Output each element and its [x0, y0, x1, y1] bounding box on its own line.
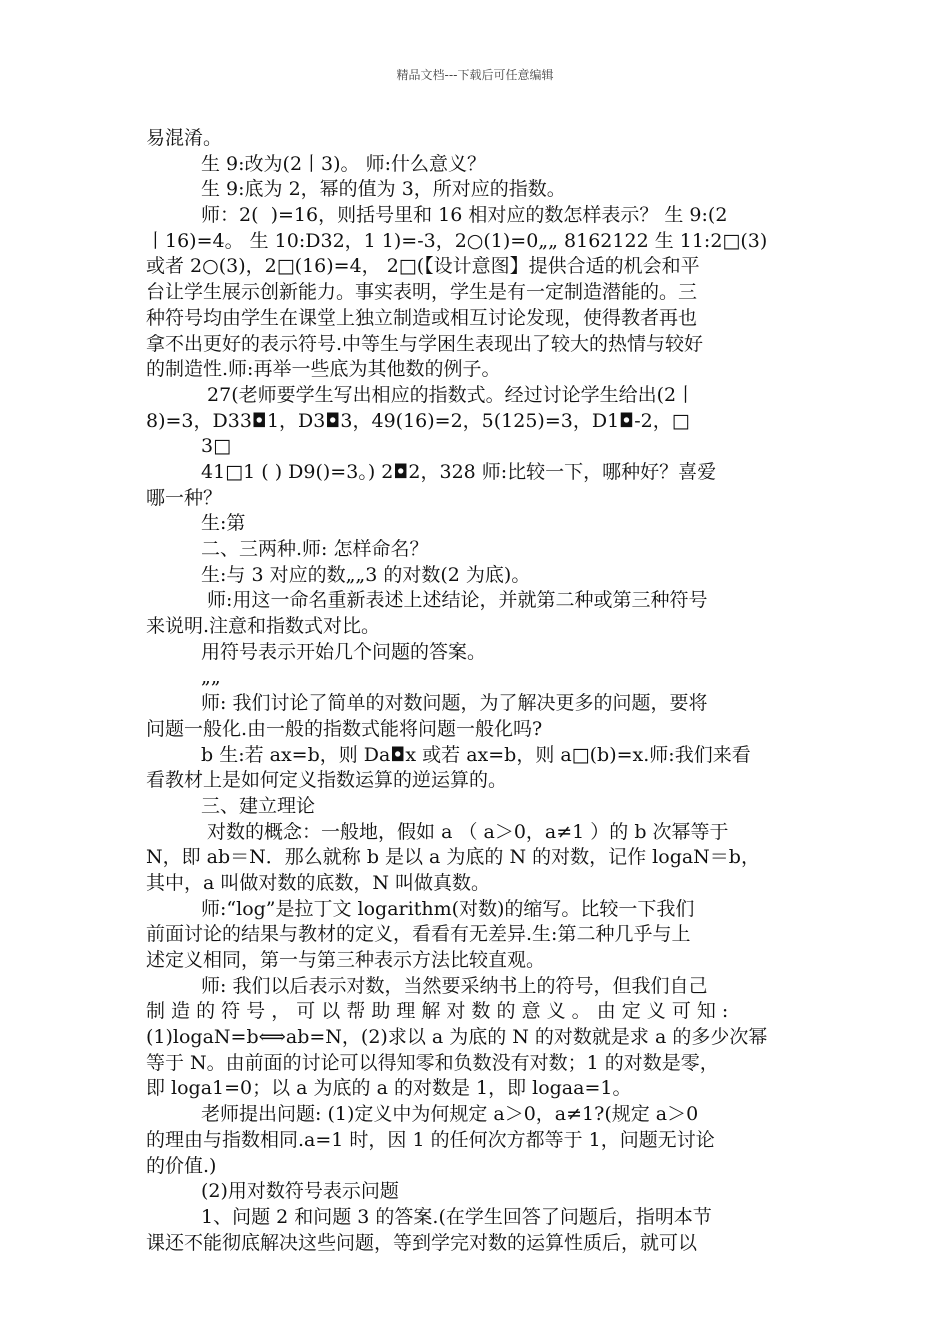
text-line: 27(老师要学生写出相应的指数式。经过讨论学生给出(2丨 [201, 383, 696, 406]
text-line: 课还不能彻底解决这些问题，等到学完对数的运算性质后，就可以 [146, 1231, 698, 1254]
text-line: 或者 2○(3)，2□(16)=4， 2□(【设计意图】提供合适的机会和平 [146, 255, 700, 278]
text-line: 师：2( )=16，则括号里和 16 相对应的数怎样表示？ 生 9:(2 [201, 204, 728, 227]
text-line: 41□1 ( ) D9()=3。) 2◘2，328 师:比较一下，哪种好？喜爱 [201, 460, 717, 483]
text-line: 二、三两种.师: 怎样命名？ [201, 538, 429, 560]
text-line: 述定义相同，第一与第三种表示方法比较直观。 [146, 949, 546, 971]
text-line: 师:用这一命名重新表述上述结论，并就第二种或第三种符号 [201, 589, 708, 612]
page-header: 精品文档---下载后可任意编辑 [396, 68, 554, 82]
text-line: 三、建立理论 [201, 794, 316, 817]
text-line: 老师提出问题: (1)定义中为何规定 a＞0，a≠1?(规定 a＞0 [201, 1103, 699, 1126]
text-line: 8)=3，D33◘1，D3◘3，49(16)=2，5(125)=3，D1◘-2，□ [146, 409, 690, 432]
document-body [146, 126, 810, 1256]
text-line: 哪一种？ [146, 486, 223, 509]
text-line: 师:“log”是拉丁文 logarithm(对数)的缩写。比较一下我们 [201, 897, 695, 920]
text-line: 等于 N。由前面的讨论可以得知零和负数没有对数；1 的对数是零， [146, 1051, 719, 1074]
text-line: 的制造性.师:再举一些底为其他数的例子。 [146, 358, 501, 381]
text-line: 即 loga1=0；以 a 为底的 a 的对数是 1，即 logaa=1。 [146, 1077, 632, 1100]
text-line: 的价值.) [146, 1154, 217, 1177]
text-line: 1、问题 2 和问题 3 的答案.(在学生回答了问题后，指明本节 [201, 1205, 712, 1228]
text-line: 3□ [201, 435, 232, 458]
text-line: 来说明.注意和指数式对比。 [146, 615, 381, 638]
text-line: 的理由与指数相同.a=1 时，因 1 的任何次方都等于 1，问题无讨论 [146, 1128, 715, 1151]
text-line: 用符号表示开始几个问题的答案。 [201, 640, 487, 663]
text-line: 种符号均由学生在课堂上独立制造或相互讨论发现，使得教者再也 [146, 306, 698, 329]
text-line: 生 9:底为 2，幂的值为 3，所对应的指数。 [201, 178, 566, 201]
text-line: N，即 ab＝N．那么就称 b 是以 a 为底的 N 的对数，记作 logaN＝b， [146, 846, 760, 869]
text-line: (2)用对数符号表示问题 [201, 1180, 399, 1203]
text-line: 制 造 的 符 号 ， 可 以 帮 助 理 解 对 数 的 意 义 。 由 定 义 可 知 : [146, 1000, 729, 1023]
text-line: (1)logaN=b⟺ab=N，(2)求以 a 为底的 N 的对数就是求 a 的多少次幂 [146, 1026, 768, 1049]
text-line: „„ [201, 666, 221, 689]
text-line: 易混淆。 [146, 127, 223, 149]
text-line: 对数的概念：一般地，假如 a （ a＞0，a≠1 ）的 b 次幂等于 [201, 820, 729, 843]
text-line: 师: 我们以后表示对数，当然要采纳书上的符号，但我们自己 [201, 974, 708, 997]
text-line: 师: 我们讨论了简单的对数问题，为了解决更多的问题，要将 [201, 692, 708, 715]
text-line: 台让学生展示创新能力。事实表明，学生是有一定制造潜能的。三 [146, 281, 698, 304]
text-line: 问题一般化.由一般的指数式能将问题一般化吗? [146, 717, 543, 740]
text-line: b 生:若 ax=b，则 Da◘x 或若 ax=b，则 a□(b)=x.师:我们来看 [201, 743, 751, 766]
text-line: 看教材上是如何定义指数运算的逆运算的。 [146, 769, 508, 792]
text-line: 生:第 [201, 512, 246, 535]
text-line: 生 9:改为(2丨3)。 师:什么意义？ [201, 152, 486, 175]
text-line: 前面讨论的结果与教材的定义，看看有无差异.生:第二种几乎与上 [146, 923, 691, 946]
text-line: 拿不出更好的表示符号.中等生与学困生表现出了较大的热情与较好 [146, 332, 704, 355]
text-line: 生:与 3 对应的数„„3 的对数(2 为底)。 [201, 563, 531, 586]
text-line: 丨16)=4。 生 10:D32，1 1)=-3，2○(1)=0„„ 8162122 生 11:2□(3) [146, 229, 768, 252]
text-line: 其中，a 叫做对数的底数，N 叫做真数。 [146, 871, 491, 894]
